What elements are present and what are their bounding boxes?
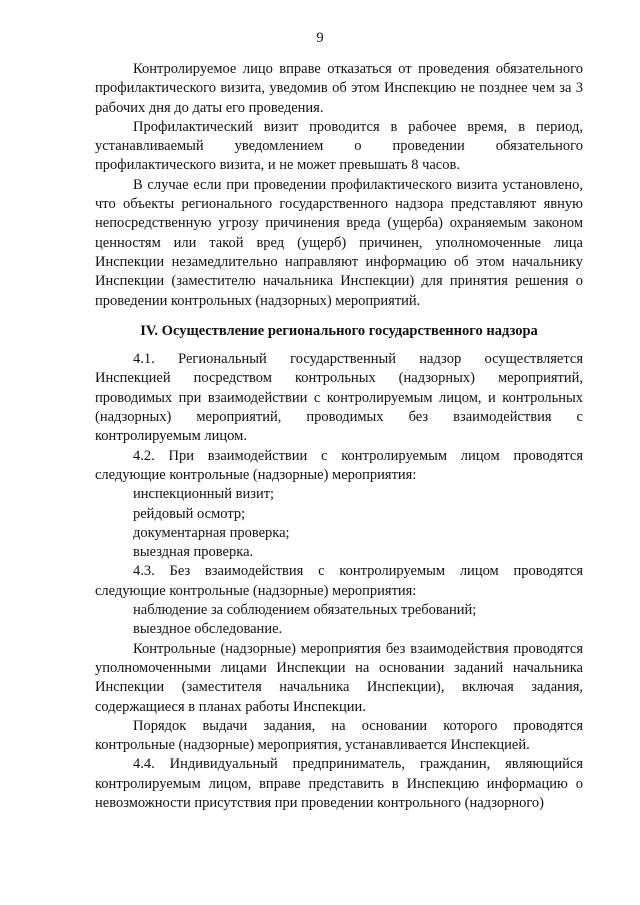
paragraph-4-4: 4.4. Индивидуальный предприниматель, гражданин, являющийся контролируемым лицом, вправе представить в Инспекцию информацию о невозможности присутствия при проведении контрольного (надзорного) [95,756,583,811]
paragraph-4-3: 4.3. Без взаимодействия с контролируемым лицом проводятся следующие контрольные (надзорные) мероприятия: [95,563,583,599]
page-number: 9 [316,30,324,46]
paragraph: Контрольные (надзорные) мероприятия без взаимодействия проводятся уполномоченными лицами Инспекции на основании заданий начальника Инспекции (заместителя начальника Инспекции), включая задания, содержащиеся в планах работы Инспекции. [95,640,583,715]
list-item: рейдовый осмотр; [133,505,246,522]
list-item: выездное обследование. [133,621,283,638]
paragraph: Порядок выдачи задания, на основании которого проводятся контрольные (надзорные) мероприятия, устанавливается Инспекцией. [95,717,583,754]
section-heading: IV. Осуществление регионального государственного надзора [140,322,538,339]
paragraph: В случае если при проведении профилактического визита установлено, что объекты регионального государственного надзора представляют явную непосредственную угрозу причинения вреда (ущерба) охраняемым законом ценностям или такой вред (ущерб) причинен, уполномоченные лица Инспекции незамедлительно направляют информацию об этом начальнику Инспекции (заместителю начальника Инспекции) для принятия решения о проведении контрольных (надзорных) мероприятий. [95,176,583,309]
list-item: инспекционный визит; [133,486,275,503]
list-item: документарная проверка; [133,524,290,541]
document-body [95,60,583,813]
list-item: наблюдение за соблюдением обязательных требований; [133,602,477,619]
paragraph: Контролируемое лицо вправе отказаться от проведения обязательного профилактического визита, уведомив об этом Инспекцию не позднее чем за 3 рабочих дня до даты его проведения. [95,61,583,116]
paragraph-4-1: 4.1. Региональный государственный надзор осуществляется Инспекцией посредством контрольных (надзорных) мероприятий, проводимых при взаимодействии с контролируемым лицом, и контрольных (надзорных) мероприятий, проводимых без взаимодействия с контролируемым лицом. [95,351,583,445]
paragraph: Профилактический визит проводится в рабочее время, в период, устанавливаемый уведомлением о проведении обязательного профилактического визита, и не может превышать 8 часов. [95,118,583,174]
list-item: выездная проверка. [133,544,254,561]
paragraph-4-2: 4.2. При взаимодействии с контролируемым лицом проводятся следующие контрольные (надзорные) мероприятия: [95,447,583,483]
